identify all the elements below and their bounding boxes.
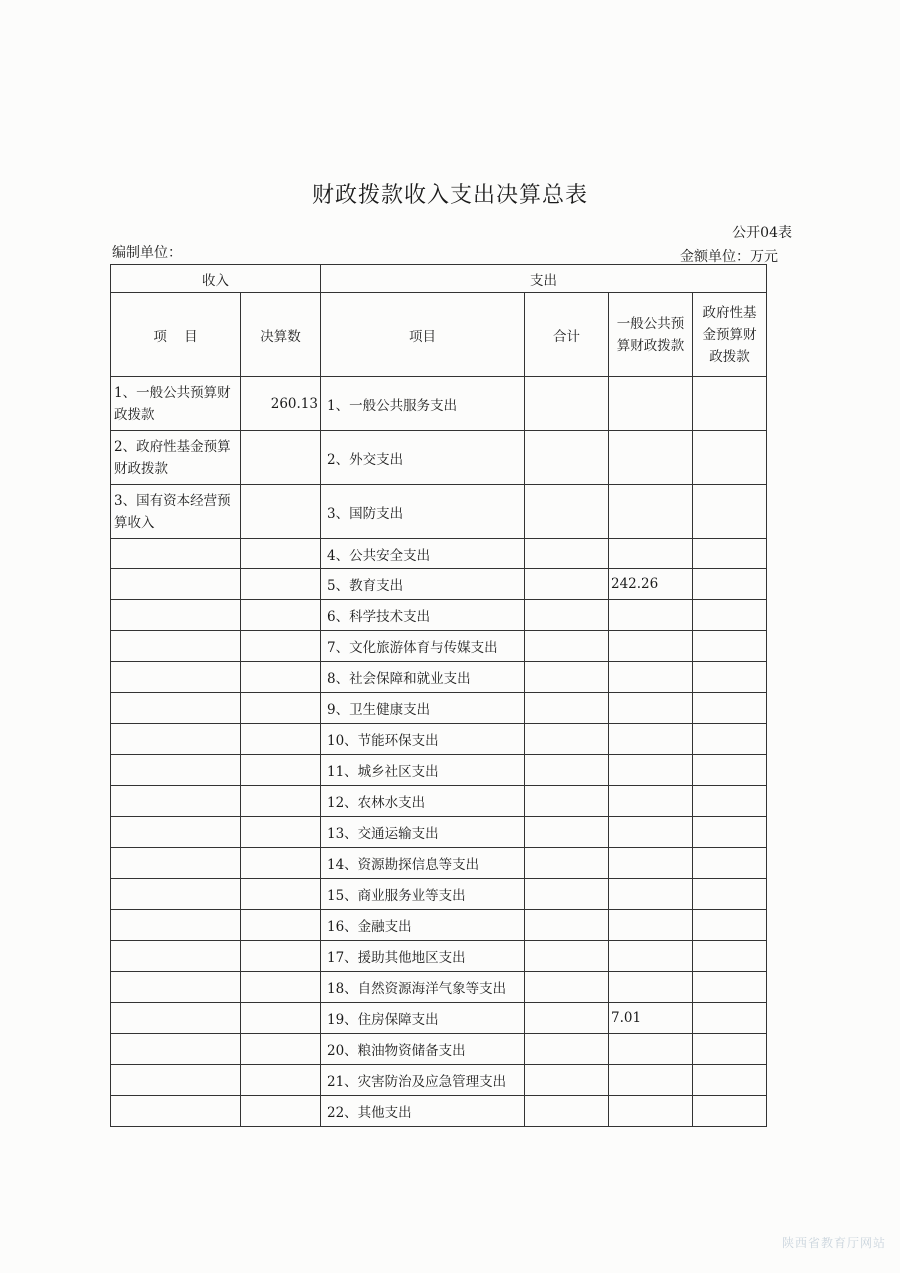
expense-item-cell: 9、卫生健康支出 [321, 693, 525, 724]
income-item-cell [111, 693, 241, 724]
expense-fund-cell [693, 1034, 767, 1065]
table-row [111, 485, 767, 539]
expense-total-cell [525, 1003, 609, 1034]
expense-item-cell: 8、社会保障和就业支出 [321, 662, 525, 693]
expense-fund-cell [693, 377, 767, 431]
expense-general-cell [609, 600, 693, 631]
income-amount-cell [241, 817, 321, 848]
expense-general-cell: 7.01 [609, 1003, 693, 1034]
expense-total-cell [525, 485, 609, 539]
income-item-cell [111, 1003, 241, 1034]
expense-item-cell: 2、外交支出 [321, 431, 525, 485]
table-row [111, 539, 767, 569]
expense-general-cell [609, 1065, 693, 1096]
income-amount-cell [241, 879, 321, 910]
expense-total-cell [525, 431, 609, 485]
expense-item-cell: 5、教育支出 [321, 569, 525, 600]
expense-fund-cell [693, 569, 767, 600]
expense-fund-cell [693, 600, 767, 631]
expense-fund-cell [693, 786, 767, 817]
expense-item-cell: 21、灾害防治及应急管理支出 [321, 1065, 525, 1096]
expense-fund-cell [693, 693, 767, 724]
expense-total-cell [525, 1096, 609, 1127]
expense-fund-cell [693, 485, 767, 539]
expense-total-cell [525, 786, 609, 817]
expense-fund-cell [693, 539, 767, 569]
col-gov-fund: 政府性基金预算财政拨款 [693, 293, 767, 377]
expense-total-cell [525, 600, 609, 631]
income-item-cell [111, 786, 241, 817]
income-amount-cell [241, 755, 321, 786]
amount-unit-label: 金额单位：万元 [680, 249, 778, 265]
table-row [111, 693, 767, 724]
income-item-cell [111, 600, 241, 631]
expense-total-cell [525, 662, 609, 693]
table-row [111, 1096, 767, 1127]
page-title: 财政拨款收入支出决算总表 [311, 183, 588, 208]
expense-total-cell [525, 1065, 609, 1096]
expense-total-cell [525, 724, 609, 755]
income-amount-cell [241, 431, 321, 485]
table-row [111, 786, 767, 817]
income-item-cell [111, 724, 241, 755]
income-amount-cell [241, 1096, 321, 1127]
expense-fund-cell [693, 941, 767, 972]
expense-item-cell: 17、援助其他地区支出 [321, 941, 525, 972]
income-amount-cell [241, 1003, 321, 1034]
expense-total-cell [525, 879, 609, 910]
expense-fund-cell [693, 662, 767, 693]
table-row [111, 569, 767, 600]
col-total: 合计 [525, 293, 609, 377]
budget-summary-table [110, 264, 767, 1127]
col-income-amount: 决算数 [241, 293, 321, 377]
income-item-cell [111, 755, 241, 786]
table-row [111, 941, 767, 972]
income-item-cell [111, 569, 241, 600]
expense-fund-cell [693, 1065, 767, 1096]
income-amount-cell [241, 485, 321, 539]
expense-general-cell [609, 786, 693, 817]
expense-general-cell [609, 631, 693, 662]
expense-fund-cell [693, 431, 767, 485]
expense-total-cell [525, 569, 609, 600]
table-row [111, 910, 767, 941]
expense-general-cell [609, 724, 693, 755]
income-item-cell: 3、国有资本经营预算收入 [111, 485, 241, 539]
income-amount-cell [241, 1065, 321, 1096]
income-item-cell [111, 662, 241, 693]
expense-general-cell [609, 941, 693, 972]
expense-total-cell [525, 693, 609, 724]
income-amount-cell [241, 910, 321, 941]
table-row [111, 431, 767, 485]
income-amount-cell [241, 600, 321, 631]
income-amount-cell: 260.13 [241, 377, 321, 431]
expense-total-cell [525, 1034, 609, 1065]
expense-item-cell: 1、一般公共服务支出 [321, 377, 525, 431]
income-item-cell [111, 972, 241, 1003]
expense-fund-cell [693, 1096, 767, 1127]
expense-item-cell: 20、粮油物资储备支出 [321, 1034, 525, 1065]
expense-total-cell [525, 539, 609, 569]
expense-general-cell [609, 693, 693, 724]
table-row [111, 724, 767, 755]
table-row [111, 879, 767, 910]
expense-general-cell [609, 431, 693, 485]
expense-fund-cell [693, 817, 767, 848]
expense-fund-cell [693, 972, 767, 1003]
expense-item-cell: 11、城乡社区支出 [321, 755, 525, 786]
table-row [111, 1034, 767, 1065]
expense-fund-cell [693, 755, 767, 786]
expense-general-cell [609, 377, 693, 431]
expense-total-cell [525, 910, 609, 941]
expense-fund-cell [693, 848, 767, 879]
expense-total-cell [525, 941, 609, 972]
expense-fund-cell [693, 1003, 767, 1034]
expense-total-cell [525, 817, 609, 848]
col-expense-item: 项目 [321, 293, 525, 377]
expense-item-cell: 3、国防支出 [321, 485, 525, 539]
expense-fund-cell [693, 631, 767, 662]
table-row [111, 817, 767, 848]
table-row [111, 848, 767, 879]
expense-general-cell [609, 485, 693, 539]
expense-general-cell: 242.26 [609, 569, 693, 600]
expense-item-cell: 4、公共安全支出 [321, 539, 525, 569]
income-amount-cell [241, 631, 321, 662]
expense-item-cell: 15、商业服务业等支出 [321, 879, 525, 910]
income-item-cell [111, 631, 241, 662]
income-amount-cell [241, 786, 321, 817]
expense-general-cell [609, 972, 693, 1003]
income-header: 收入 [111, 265, 321, 293]
expense-item-cell: 13、交通运输支出 [321, 817, 525, 848]
income-item-cell [111, 941, 241, 972]
income-amount-cell [241, 662, 321, 693]
expense-item-cell: 6、科学技术支出 [321, 600, 525, 631]
expense-total-cell [525, 755, 609, 786]
expense-general-cell [609, 1034, 693, 1065]
income-item-cell: 1、一般公共预算财政拨款 [111, 377, 241, 431]
income-amount-cell [241, 1034, 321, 1065]
income-item-cell [111, 1096, 241, 1127]
income-item-cell [111, 910, 241, 941]
table-row [111, 600, 767, 631]
expense-total-cell [525, 972, 609, 1003]
income-item-cell: 2、政府性基金预算财政拨款 [111, 431, 241, 485]
expense-fund-cell [693, 724, 767, 755]
table-row [111, 972, 767, 1003]
expense-general-cell [609, 755, 693, 786]
table-row [111, 1003, 767, 1034]
table-row [111, 631, 767, 662]
expense-total-cell [525, 631, 609, 662]
income-amount-cell [241, 941, 321, 972]
expense-item-cell: 10、节能环保支出 [321, 724, 525, 755]
expense-general-cell [609, 879, 693, 910]
income-amount-cell [241, 693, 321, 724]
expense-general-cell [609, 662, 693, 693]
organization-label: 编制单位： [112, 245, 182, 261]
expense-item-cell: 18、自然资源海洋气象等支出 [321, 972, 525, 1003]
expense-general-cell [609, 817, 693, 848]
expense-general-cell [609, 539, 693, 569]
income-amount-cell [241, 972, 321, 1003]
expense-item-cell: 12、农林水支出 [321, 786, 525, 817]
expense-total-cell [525, 377, 609, 431]
document-number: 公开04表 [732, 225, 792, 241]
watermark: 陕西省教育厅网站 [781, 1236, 886, 1250]
income-amount-cell [241, 724, 321, 755]
expense-item-cell: 19、住房保障支出 [321, 1003, 525, 1034]
col-income-item: 项 目 [111, 293, 241, 377]
expense-item-cell: 22、其他支出 [321, 1096, 525, 1127]
expense-total-cell [525, 848, 609, 879]
expense-item-cell: 7、文化旅游体育与传媒支出 [321, 631, 525, 662]
expense-item-cell: 16、金融支出 [321, 910, 525, 941]
income-item-cell [111, 539, 241, 569]
income-item-cell [111, 817, 241, 848]
expense-general-cell [609, 848, 693, 879]
income-item-cell [111, 879, 241, 910]
expense-fund-cell [693, 879, 767, 910]
col-general-budget: 一般公共预算财政拨款 [609, 293, 693, 377]
expense-general-cell [609, 1096, 693, 1127]
expense-general-cell [609, 910, 693, 941]
income-amount-cell [241, 569, 321, 600]
income-item-cell [111, 1034, 241, 1065]
income-amount-cell [241, 539, 321, 569]
income-amount-cell [241, 848, 321, 879]
expense-item-cell: 14、资源勘探信息等支出 [321, 848, 525, 879]
income-item-cell [111, 848, 241, 879]
table-row [111, 1065, 767, 1096]
table-row [111, 662, 767, 693]
expense-fund-cell [693, 910, 767, 941]
income-item-cell [111, 1065, 241, 1096]
table-row [111, 377, 767, 431]
table-row [111, 755, 767, 786]
expense-header: 支出 [321, 265, 767, 293]
